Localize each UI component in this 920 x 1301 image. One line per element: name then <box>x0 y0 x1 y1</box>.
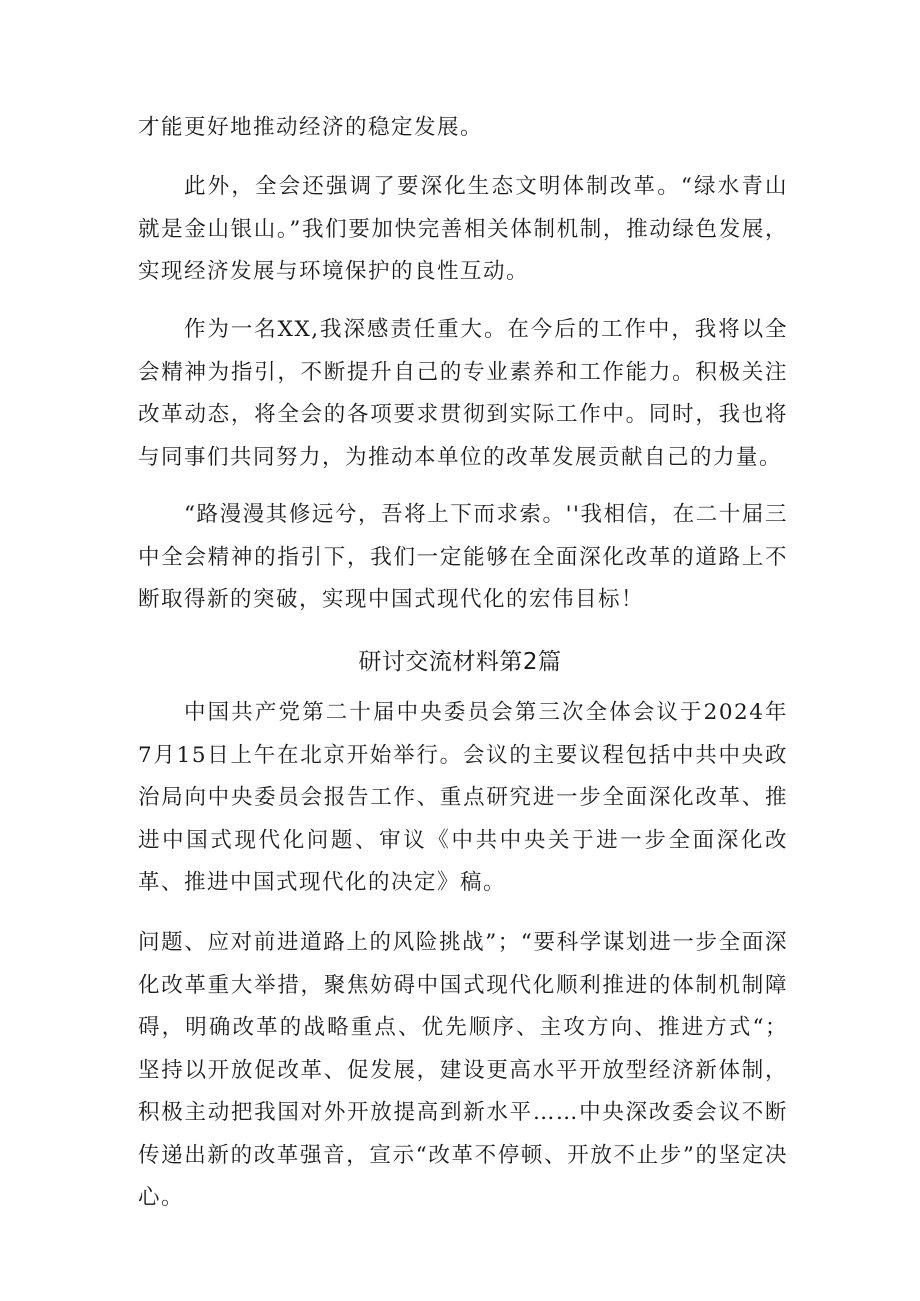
paragraph-reform-measures: 问题、应对前进道路上的风险挑战”；“要科学谋划进一步全面深化改革重大举措，聚焦妨碍中国式现代化顺利推进的体制机制障碍，明确改革的战略重点、优先顺序、主攻方向、推进方式“；坚持以开放促改革、促发展，建设更高水平开放型经济新体制，积极主动把我国对外开放提高到新水平……中央深改委会议不断传递出新的改革强音，宣示“改革不停顿、开放不止步”的坚定决心。 <box>138 930 788 1210</box>
paragraph-ecology-reform: 此外，全会还强调了要深化生态文明体制改革。“绿水青山就是金山银山。”我们要加快完善相关体制机制，推动绿色发展，实现经济发展与环境保护的良性互动。 <box>138 174 788 284</box>
section-title: 研讨交流材料第2篇 <box>358 649 562 675</box>
paragraph-plenum-intro: 中国共产党第二十届中央委员会第三次全体会议于2024年7月15日上午在北京开始举行。会议的主要议程包括中共中央政治局向中央委员会报告工作、重点研究进一步全面深化改革、推进中国式现代化问题、审议《中共中央关于进一步全面深化改革、推进中国式现代化的决定》稿。 <box>138 700 788 895</box>
paragraph-continuation: 才能更好地推动经济的稳定发展。 <box>138 115 484 140</box>
paragraph-conclusion: “路漫漫其修远兮，吾将上下而求索。''我相信，在二十届三中全会精神的指引下，我们一定能够在全面深化改革的道路上不断取得新的突破，实现中国式现代化的宏伟目标！ <box>138 502 788 612</box>
paragraph-personal-commitment: 作为一名XX,我深感责任重大。在今后的工作中，我将以全会精神为指引，不断提升自己的专业素养和工作能力。积极关注改革动态，将全会的各项要求贯彻到实际工作中。同时，我也将与同事们共同努力，为推动本单位的改革发展贡献自己的力量。 <box>138 317 788 470</box>
